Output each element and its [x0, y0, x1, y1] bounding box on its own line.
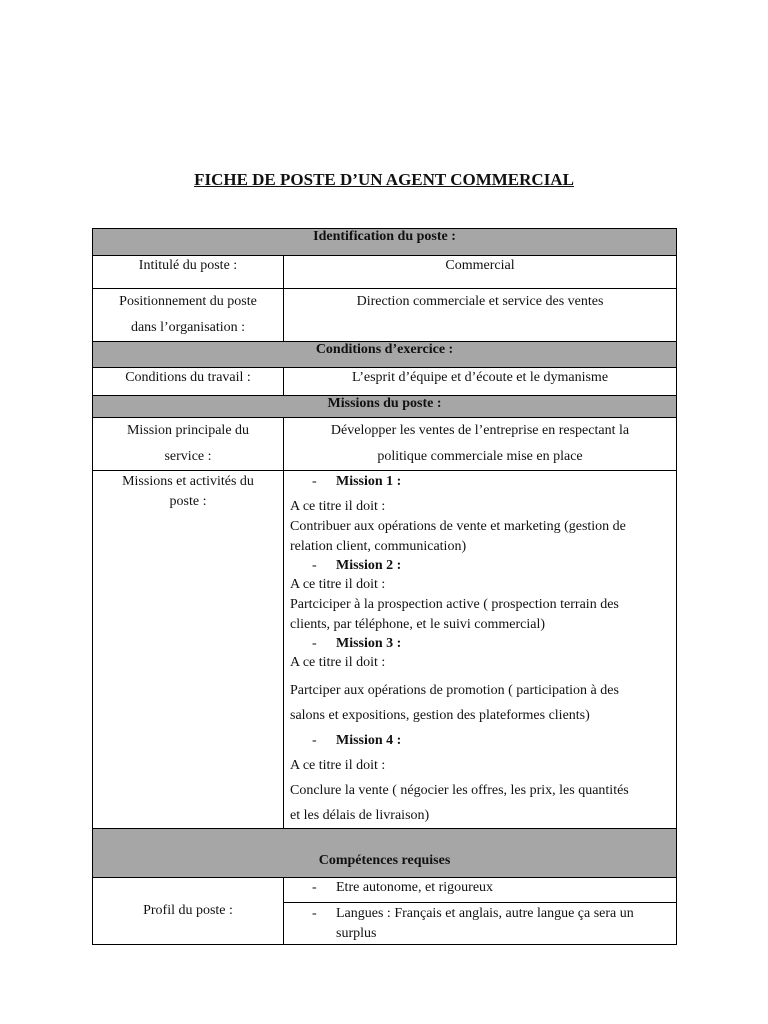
value-mission-principale-line1: Développer les ventes de l’entreprise en respectant la [330, 423, 630, 438]
mission-3-line2: salons et expositions, gestion des plateformes clients) [290, 708, 590, 723]
label-missions-activites-line1: Missions et activités du [122, 474, 254, 489]
mission-1-line2: relation client, communication) [290, 539, 467, 554]
mission-2-intro: A ce titre il doit : [290, 577, 386, 592]
profil-1-text: Etre autonome, et rigoureux [336, 880, 494, 895]
profil-2-line1: Langues : Français et anglais, autre langue ça sera un [336, 906, 634, 921]
mission-4-heading [290, 728, 670, 753]
label-mission-principale [93, 418, 284, 471]
mission-4-line1: Conclure la vente ( négocier les offres, les prix, les quantités [290, 783, 629, 798]
label-mission-principale-line1: Mission principale du [126, 423, 250, 438]
section-header-identification: Identification du poste : [93, 229, 677, 256]
profil-2-line2: surplus [336, 926, 377, 941]
row-conditions [93, 368, 677, 396]
section-header-conditions: Conditions d’exercice : [93, 342, 677, 368]
section-missions [93, 396, 677, 418]
mission-2-line1: Partciciper à la prospection active ( prospection terrain des [290, 597, 619, 612]
mission-3-dash: - [312, 636, 317, 651]
label-missions-activites-line2: poste : [169, 494, 207, 509]
value-intitule: Commercial [284, 256, 677, 289]
page-title: FICHE DE POSTE D’UN AGENT COMMERCIAL [194, 170, 574, 189]
profil-item-2 [284, 903, 677, 945]
mission-4-dash: - [312, 733, 317, 748]
section-conditions [93, 342, 677, 368]
value-conditions: L’esprit d’équipe et d’écoute et le dymanisme [284, 368, 677, 396]
mission-1-title: Mission 1 : [336, 474, 402, 489]
mission-3-heading [290, 635, 670, 653]
label-positionnement-line1: Positionnement du poste [119, 294, 257, 309]
label-missions-activites [93, 471, 284, 829]
mission-2-line2: clients, par téléphone, et le suivi commercial) [290, 617, 546, 632]
row-missions-activites [93, 471, 677, 829]
profil-1-dash: - [312, 880, 317, 895]
mission-1-dash: - [312, 474, 317, 489]
section-identification [93, 229, 677, 256]
row-profil-1 [93, 878, 677, 903]
mission-3-line1: Partciper aux opérations de promotion ( participation à des [290, 683, 619, 698]
mission-1-intro: A ce titre il doit : [290, 499, 386, 514]
mission-4-line2: et les délais de livraison) [290, 808, 430, 823]
value-mission-principale-line2: politique commerciale mise en place [377, 449, 583, 464]
label-positionnement-line2: dans l’organisation : [130, 320, 246, 335]
row-intitule [93, 256, 677, 289]
mission-1-line1: Contribuer aux opérations de vente et marketing (gestion de [290, 519, 626, 534]
mission-2-dash: - [312, 558, 317, 573]
value-mission-principale [284, 418, 677, 471]
mission-2-title: Mission 2 : [336, 558, 402, 573]
row-mission-principale [93, 418, 677, 471]
job-description-table [92, 228, 677, 945]
section-header-missions: Missions du poste : [93, 396, 677, 418]
label-positionnement [93, 289, 284, 342]
mission-1-heading [290, 472, 670, 492]
mission-4-intro: A ce titre il doit : [290, 758, 386, 773]
missions-list [284, 471, 677, 829]
mission-3-title: Mission 3 : [336, 636, 402, 651]
label-profil: Profil du poste : [93, 878, 284, 945]
mission-3-intro: A ce titre il doit : [290, 655, 386, 670]
mission-4-title: Mission 4 : [336, 733, 402, 748]
row-positionnement [93, 289, 677, 342]
label-intitule: Intitulé du poste : [93, 256, 284, 289]
section-header-competences: Compétences requises [93, 829, 677, 878]
value-positionnement: Direction commerciale et service des ventes [284, 289, 677, 342]
label-mission-principale-line2: service : [164, 449, 212, 464]
label-conditions: Conditions du travail : [93, 368, 284, 396]
profil-item-1 [284, 878, 677, 903]
mission-2-heading [290, 557, 670, 575]
section-competences [93, 829, 677, 878]
profil-2-dash: - [312, 906, 317, 921]
